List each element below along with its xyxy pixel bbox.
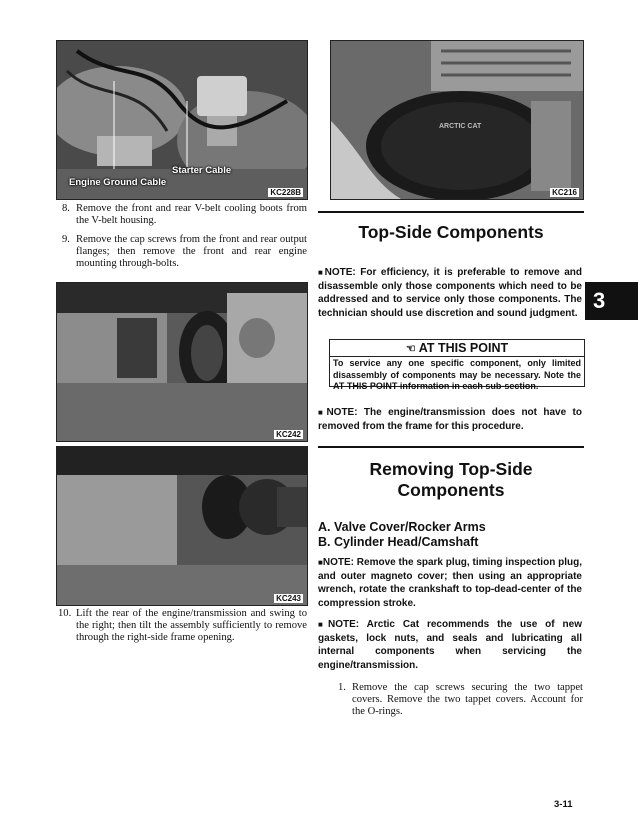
step-number: 8. [62,203,70,214]
engine-ground-cable-label: Engine Ground Cable [69,177,167,188]
step-number: 9. [62,234,70,245]
photo-code: KC242 [276,430,301,439]
photo-code: KC243 [276,594,301,603]
photo-code: KC216 [552,188,577,197]
output-flange-illustration [57,283,307,441]
removing-heading-line1: Removing Top-Side [369,459,533,479]
step-text: Remove the cap screws securing the two tappet covers. Remove the two tappet covers. Account for the O-rings. [352,682,583,718]
chapter-tab: 3 [585,282,638,320]
step-number: 10. [58,608,72,619]
at-this-point-box [329,339,585,391]
section-rule-top [318,211,584,213]
section-rule-removing [318,446,584,448]
engine-cover-illustration [331,41,583,199]
note-square-icon: ■ [318,268,325,277]
note-arctic-cat [318,618,582,672]
starter-cable-label: Starter Cable [172,165,232,176]
note-square-icon: ■ [318,620,328,629]
at-this-point-title: AT THIS POINT [418,341,509,355]
step-8 [58,203,307,227]
page-number: 3-11 [554,799,573,810]
photo-kc243 [56,446,308,606]
step-number: 1. [338,682,346,693]
removing-heading-line2: Components [397,480,505,500]
note-text: NOTE: Remove the spark plug, timing inspection plug, and outer magneto cover; then using an appropriate wrench, rotate the crankshaft to top-dead-center of the compression stroke. [318,557,582,609]
photo-kc242 [56,282,308,442]
note-text: NOTE: Arctic Cat recommends the use of new gaskets, lock nuts, and seals and lubricating all internal components when servicing the engine/transmission. [318,619,582,671]
note-engine-removal [318,406,582,433]
step-text: Remove the cap screws from the front and rear output flanges; then remove the front and rear engine mounting through-bolts. [76,234,307,270]
note-efficiency [318,266,582,320]
note-text: NOTE: The engine/transmission does not have to removed from the frame for this procedure. [318,407,582,432]
note-square-icon: ■ [318,408,327,417]
step-9 [58,234,307,271]
step-10 [58,608,307,645]
removing-heading [318,459,584,501]
photo-kc216 [330,40,584,200]
photo-kc228b [56,40,308,200]
subsection-a: A. Valve Cover/Rocker Arms [318,520,486,534]
at-this-point-heading [330,340,584,357]
cv-boot-illustration [57,447,307,605]
step-1 [330,682,583,719]
note-square-icon: ■ [318,558,323,567]
step-text: Lift the rear of the engine/transmission and swing to the right; then tilt the assembly sufficiently to remove through the right-side frame opening. [76,608,307,644]
note-text: NOTE: For efficiency, it is preferable to remove and disassemble only those components which need to be addressed and to service only those components. The technician should use discretion and sound judgment. [318,267,582,319]
note-spark-plug [318,556,582,610]
top-side-heading: Top-Side Components [358,222,544,242]
subsection-b: B. Cylinder Head/Camshaft [318,535,479,549]
pointing-hand-icon: ☜ [405,343,416,355]
at-this-point-body: To service any one specific component, only limited disassembly of components may be necessary. Note the AT THIS POINT information in each sub-section. [333,358,581,391]
step-text: Remove the front and rear V-belt cooling boots from the V-belt housing. [76,203,307,227]
cover-brand-label: ARCTIC CAT [439,123,482,130]
photo-code: KC228B [270,188,301,197]
